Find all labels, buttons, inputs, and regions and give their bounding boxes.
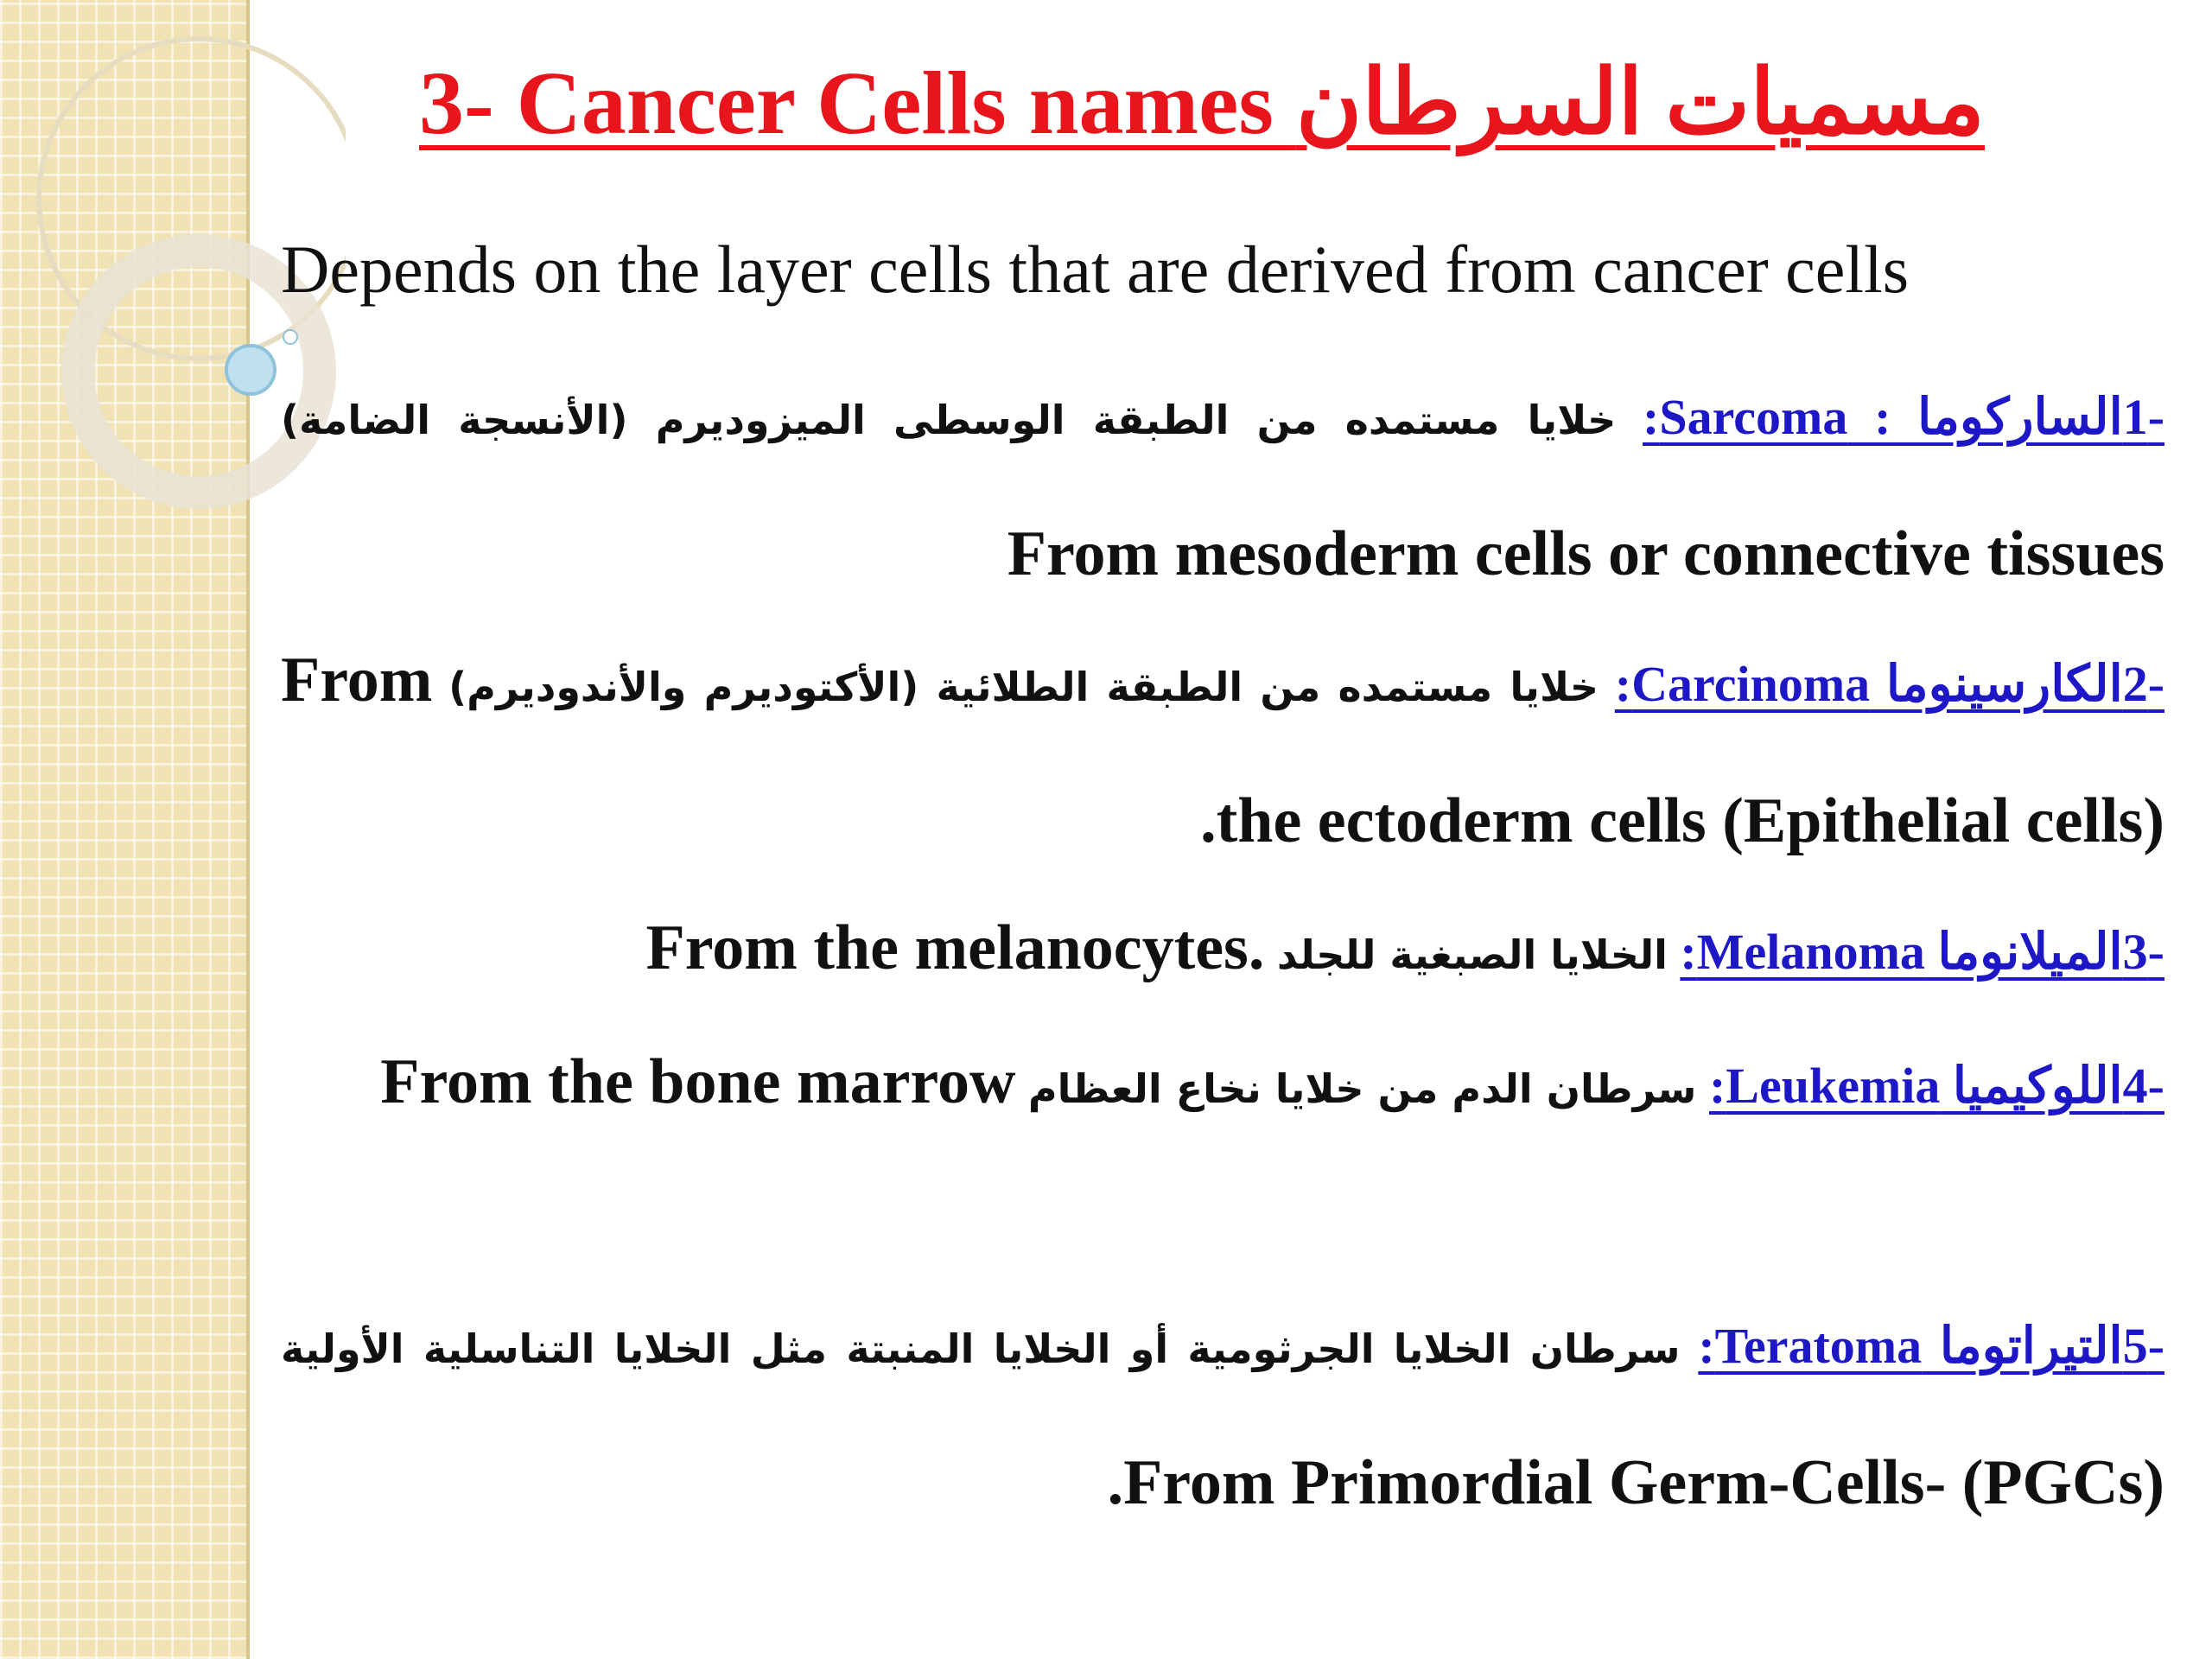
- desc-ar-sarcoma: خلايا مستمده من الطبقة الوسطى الميزوديرم (الأنسجة الضامة): [281, 397, 1617, 443]
- list-item-leukemia: [281, 1015, 2164, 1156]
- term-link-carcinoma[interactable]: -2الكارسينوما Carcinoma:: [1614, 656, 2165, 712]
- term-link-teratoma[interactable]: -5التيراتوما Teratoma:: [1698, 1318, 2165, 1374]
- term-link-sarcoma[interactable]: -1الساركوما : Sarcoma:: [1643, 389, 2165, 445]
- desc-en-melanoma: .From the melanocytes: [645, 912, 1265, 983]
- list-item-carcinoma: [281, 613, 2164, 892]
- list-item-sarcoma: [281, 350, 2164, 625]
- slide-title: 3- Cancer Cells names مسميات السرطان: [419, 54, 1985, 153]
- decorative-side-panel: [0, 0, 250, 1659]
- desc-en-teratoma: From Primordial Germ-Cells- (PGCs).: [1107, 1447, 2164, 1518]
- desc-en-leukemia: From the bone marrow: [380, 1046, 1016, 1117]
- desc-en-carcinoma: From the ectoderm cells (Epithelial cells).: [281, 645, 2164, 856]
- list-item-melanoma: [281, 881, 2164, 1022]
- intro-text: Depends on the layer cells that are derived from cancer cells: [281, 232, 1910, 307]
- desc-en-sarcoma: From mesoderm cells or connective tissues: [1007, 518, 2164, 589]
- term-link-leukemia[interactable]: -4اللوكيميا Leukemia:: [1708, 1058, 2164, 1114]
- desc-ar-carcinoma: خلايا مستمده من الطبقة الطلائية (الأكتوديرم والأندوديرم): [448, 664, 1599, 710]
- desc-ar-leukemia: سرطان الدم من خلايا نخاع العظام: [1027, 1065, 1697, 1112]
- list-item-teratoma: [281, 1279, 2164, 1554]
- desc-ar-teratoma: سرطان الخلايا الجرثومية أو الخلايا المنبتة مثل الخلايا التناسلية الأولية: [281, 1325, 1681, 1372]
- term-link-melanoma[interactable]: -3الميلانوما Melanoma:: [1680, 924, 2164, 980]
- desc-ar-melanoma: الخلايا الصبغية للجلد: [1276, 931, 1668, 978]
